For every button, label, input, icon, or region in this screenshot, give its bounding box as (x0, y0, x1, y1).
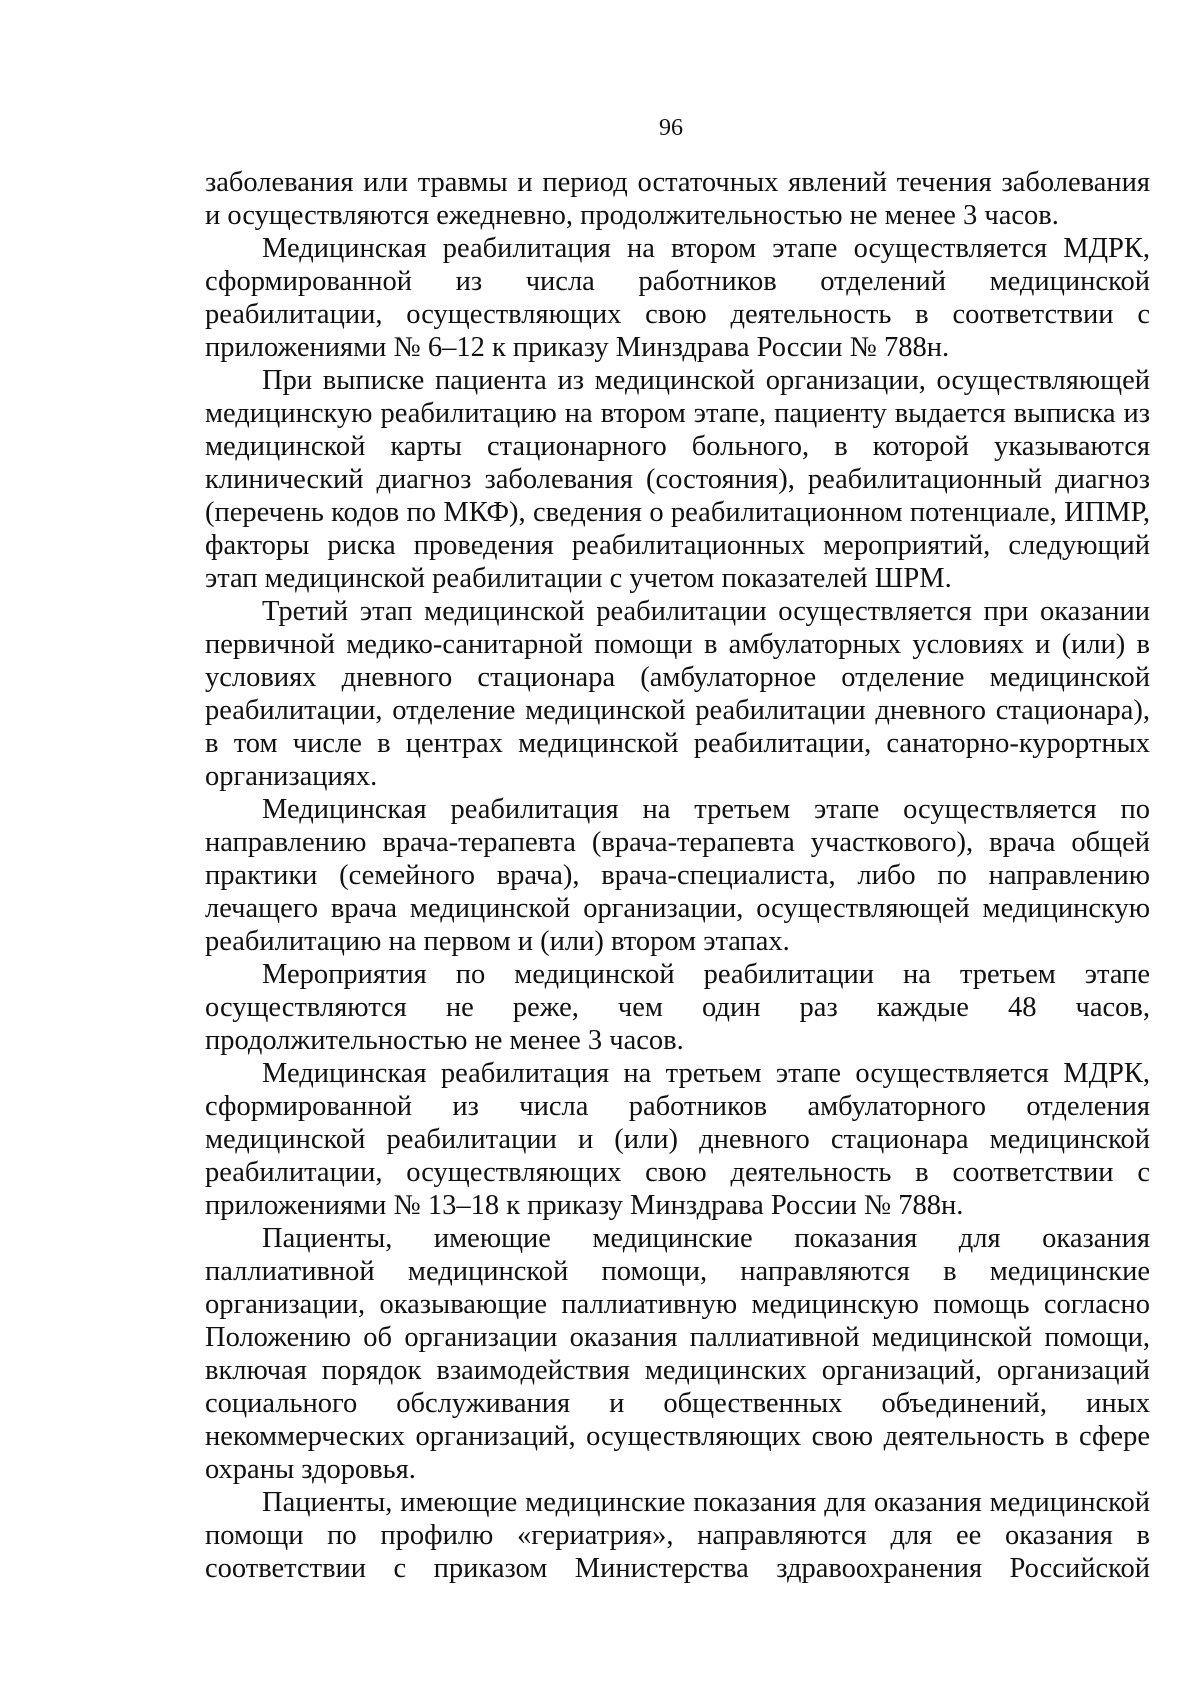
paragraph: При выписке пациента из медицинской организации, осуществляющей медицинскую реабилитацию на втором этапе, пациенту выдается выписка из медицинской карты стационарного больного, в которой указываются клинический диагноз заболевания (состояния), реабилитационный диагноз (перечень кодов по МКФ), сведения о реабилитационном потенциале, ИПМР, факторы риска проведения реабилитационных мероприятий, следующий этап медицинской реабилитации с учетом показателей ШРМ. (205, 365, 1150, 594)
paragraph: Мероприятия по медицинской реабилитации на третьем этапе осуществляются не реже, чем один раз каждые 48 часов, продолжительностью не менее 3 часов. (205, 959, 1150, 1056)
paragraph: Медицинская реабилитация на третьем этапе осуществляется МДРК, сформированной из числа работников амбулаторного отделения медицинской реабилитации и (или) дневного стационара медицинской реабилитации, осуществляющих свою деятельность в соответствии с приложениями № 13–18 к приказу Минздрава России № 788н. (205, 1058, 1150, 1221)
paragraph: Медицинская реабилитация на втором этапе осуществляется МДРК, сформированной из числа работников отделений медицинской реабилитации, осуществляющих свою деятельность в соответствии с приложениями № 6–12 к приказу Минздрава России № 788н. (205, 233, 1150, 363)
page-number: 96 (659, 115, 683, 141)
paragraph: Пациенты, имеющие медицинские показания для оказания медицинской помощи по профилю «гериатрия», направляются для ее оказания в соответствии с приказом Министерства здравоохранения Российской (205, 1487, 1150, 1584)
paragraph: Пациенты, имеющие медицинские показания для оказания паллиативной медицинской помощи, направляются в медицинские организации, оказывающие паллиативную медицинскую помощь согласно Положению об организации оказания паллиативной медицинской помощи, включая порядок взаимодействия медицинских организаций, организаций социального обслуживания и общественных объединений, иных некоммерческих организаций, осуществляющих свою деятельность в сфере охраны здоровья. (205, 1223, 1150, 1485)
document-body (205, 166, 1150, 1585)
paragraph: заболевания или травмы и период остаточных явлений течения заболевания и осуществляются ежедневно, продолжительностью не менее 3 часов. (205, 167, 1150, 231)
paragraph: Третий этап медицинской реабилитации осуществляется при оказании первичной медико-санитарной помощи в амбулаторных условиях и (или) в условиях дневного стационара (амбулаторное отделение медицинской реабилитации, отделение медицинской реабилитации дневного стационара), в том числе в центрах медицинской реабилитации, санаторно-курортных организациях. (205, 596, 1150, 792)
paragraph: Медицинская реабилитация на третьем этапе осуществляется по направлению врача-терапевта (врача-терапевта участкового), врача общей практики (семейного врача), врача-специалиста, либо по направлению лечащего врача медицинской организации, осуществляющей медицинскую реабилитацию на первом и (или) втором этапах. (205, 794, 1150, 957)
